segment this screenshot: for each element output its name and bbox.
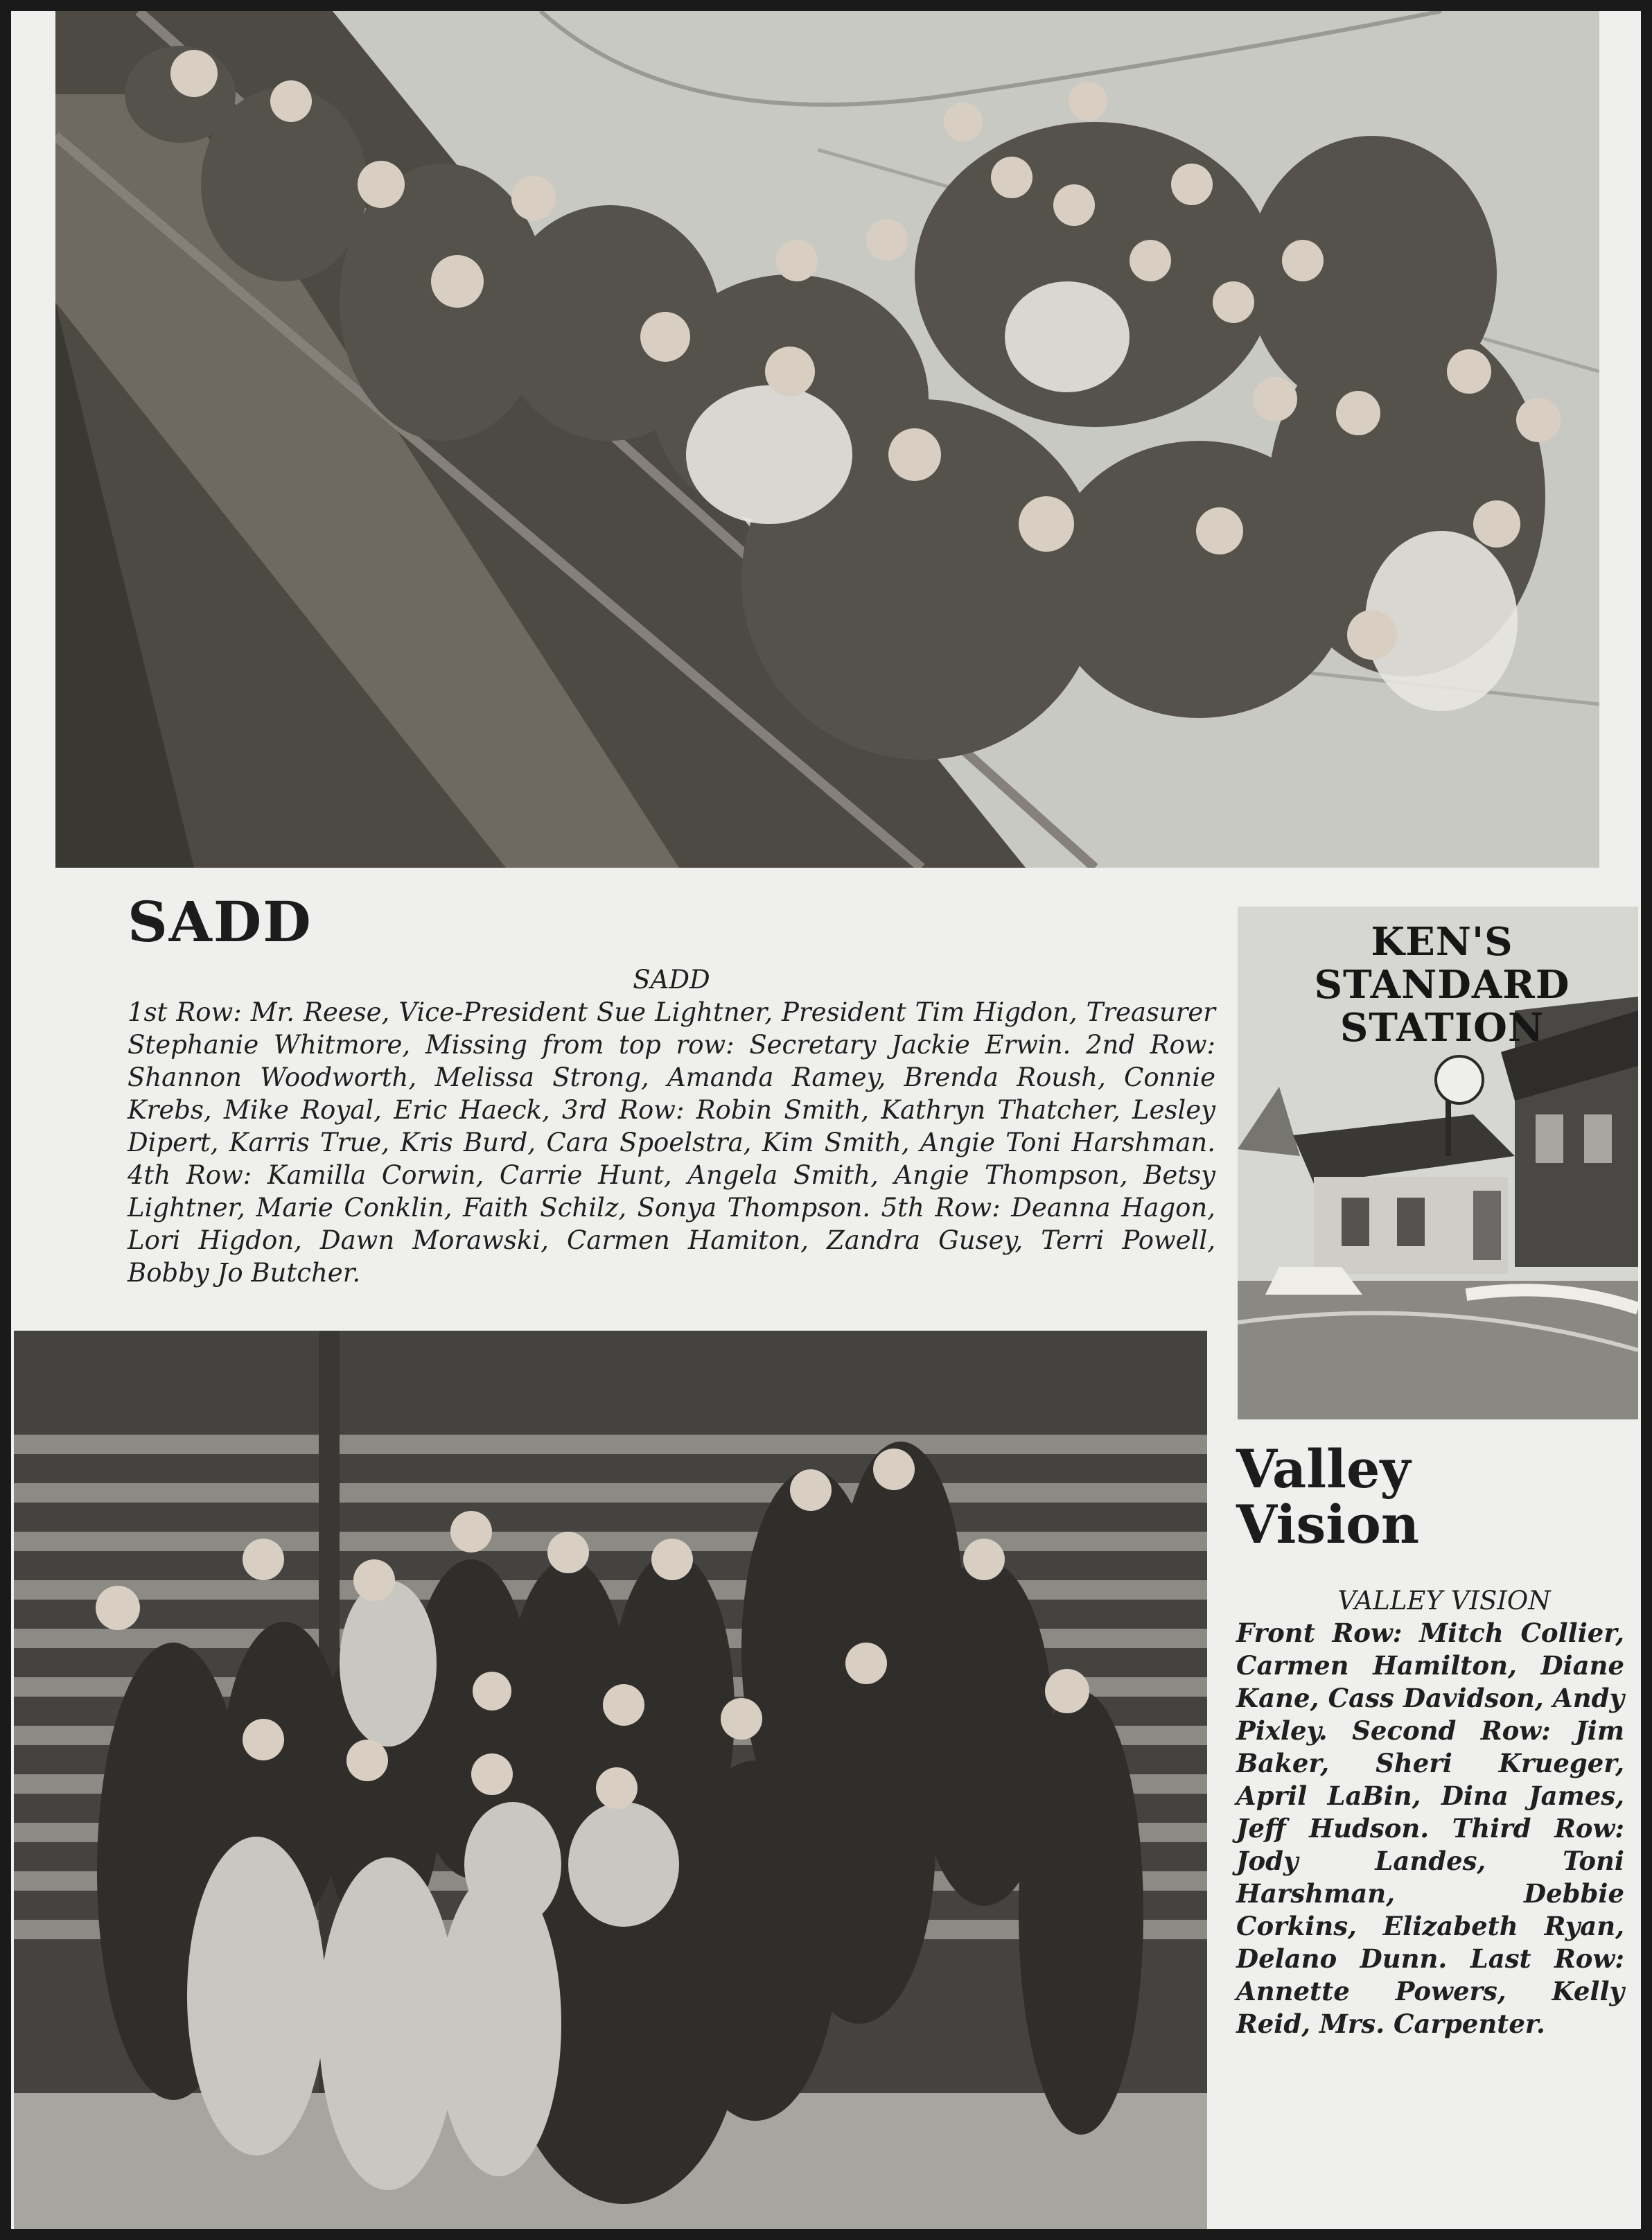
station-sign-line-3: STATION bbox=[1339, 1005, 1545, 1051]
station-sign-line-1: KEN'S bbox=[1371, 919, 1513, 965]
valley-vision-caption bbox=[1236, 1584, 1624, 2040]
sadd-caption bbox=[128, 963, 1215, 1289]
sadd-group-photo bbox=[55, 11, 1599, 868]
sadd-photo-illustration bbox=[55, 11, 1599, 868]
sadd-caption-title: SADD bbox=[633, 965, 710, 995]
valley-vision-heading-line-2: Vision bbox=[1236, 1493, 1420, 1555]
yearbook-page bbox=[11, 11, 1641, 2229]
valley-vision-group-photo bbox=[14, 1331, 1207, 2229]
valley-photo-illustration bbox=[14, 1331, 1207, 2229]
valley-vision-caption-body: Front Row: Mitch Collier, Carmen Hamilton, Diane Kane, Cass Davidson, Andy Pixley. Second Row: Jim Baker, Sheri Krueger, April LaBin, Dina James, Jeff Hudson. Third Row: Jody Landes, Toni Harshman, Debbie Corkins, Elizabeth Ryan, Delano Dunn. Last Row: Annette Powers, Kelly Reid, Mrs. Carpenter. bbox=[1236, 1618, 1624, 2039]
station-sign-line-2: STANDARD bbox=[1314, 962, 1570, 1008]
valley-vision-heading-line-1: Valley bbox=[1236, 1438, 1411, 1500]
standard-station-photo bbox=[1238, 907, 1638, 1419]
sadd-caption-body: 1st Row: Mr. Reese, Vice-President Sue Lightner, President Tim Higdon, Treasurer Stephanie Whitmore, Missing from top row: Secretary Jackie Erwin. 2nd Row: Shannon Woodworth, Melissa Strong, Amanda Ramey, Brenda Roush, Connie Krebs, Mike Royal, Eric Haeck, 3rd Row: Robin Smith, Kathryn Thatcher, Lesley Dipert, Karris True, Kris Burd, Cara Spoelstra, Kim Smith, Angie Toni Harshman. 4th Row: Kamilla Corwin, Carrie Hunt, Angela Smith, Angie Thompson, Betsy Lightner, Marie Conklin, Faith Schilz, Sonya Thompson. 5th Row: Deanna Hagon, Lori Higdon, Dawn Morawski, Carmen Hamiton, Zandra Gusey, Terri Powell, Bobby Jo Butcher. bbox=[128, 997, 1215, 1288]
sadd-heading: SADD bbox=[128, 889, 313, 954]
valley-vision-heading bbox=[1236, 1438, 1624, 1555]
valley-vision-caption-title: VALLEY VISION bbox=[1337, 1586, 1551, 1616]
station-sign-text bbox=[1279, 920, 1605, 1049]
